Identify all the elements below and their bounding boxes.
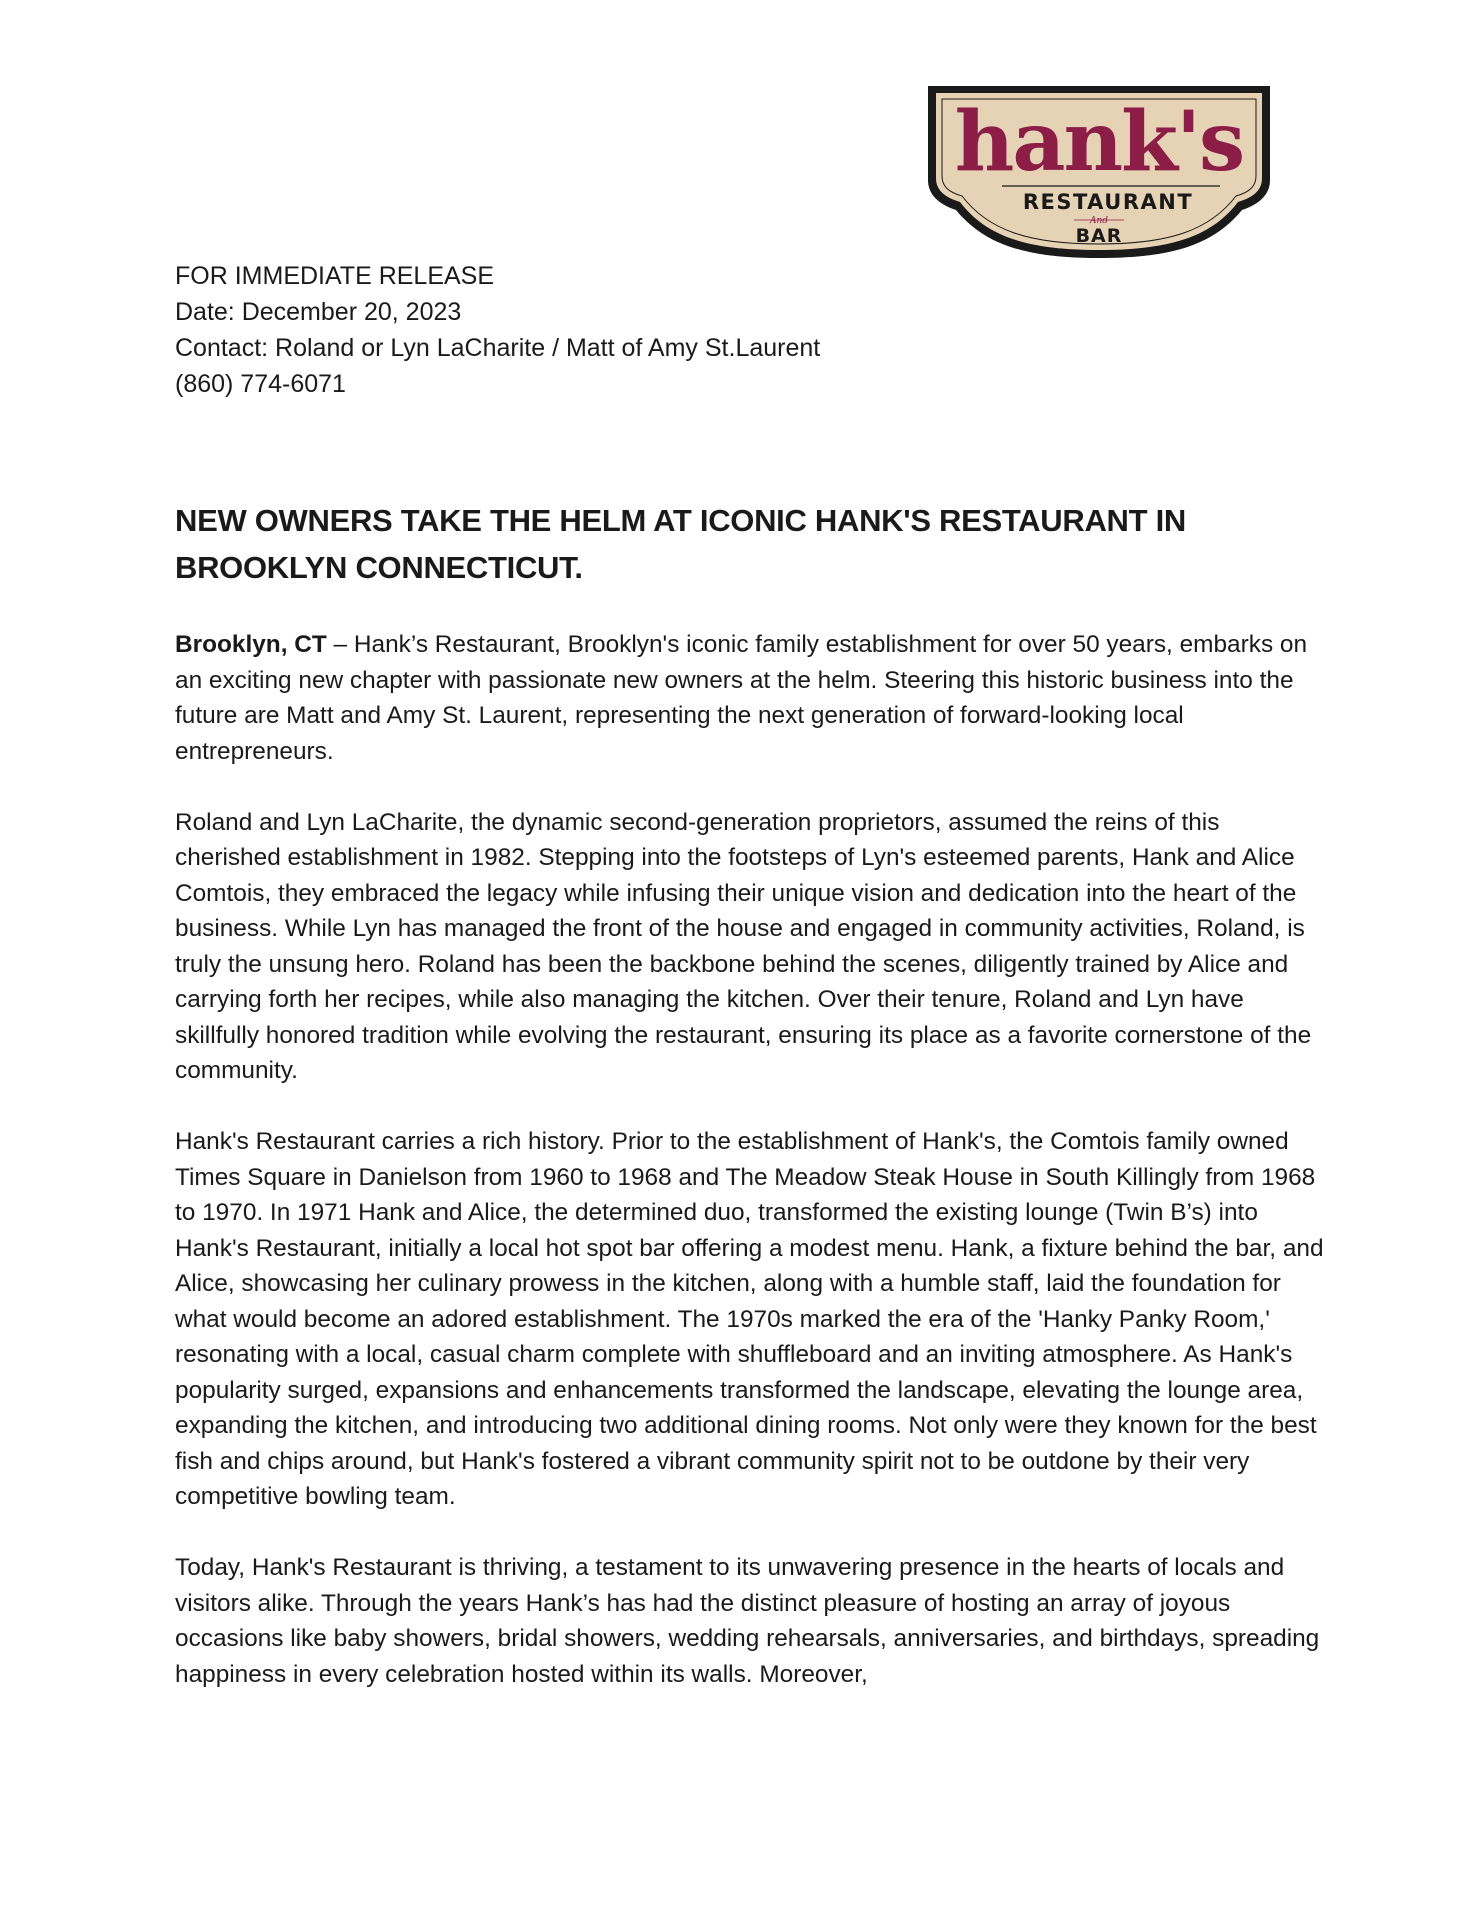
release-info	[175, 258, 820, 402]
article-body	[175, 627, 1325, 1728]
release-label: FOR IMMEDIATE RELEASE	[175, 262, 495, 290]
release-phone: (860) 774-6071	[175, 370, 346, 398]
logo-wordmark: hank's	[954, 94, 1244, 190]
logo-bar-text: BAR	[1075, 225, 1123, 247]
hanks-logo	[924, 84, 1274, 260]
paragraph-4: Today, Hank's Restaurant is thriving, a testament to its unwavering presence in the hearts of locals and visitors alike. Through the years Hank’s has had the distinct pleasure of hosting an array of joyous occasions like baby showers, bridal showers, wedding rehearsals, anniversaries, and birthdays, spreading happiness in every celebration hosted within its walls. Moreover,	[175, 1554, 1320, 1688]
paragraph-1-text: – Hank’s Restaurant, Brooklyn's iconic family establishment for over 50 years, embarks on an exciting new chapter with passionate new owners at the helm. Steering this historic business into the future are Matt and Amy St. Laurent, representing the next generation of forward-looking local entrepreneurs.	[175, 631, 1308, 765]
paragraph-2: Roland and Lyn LaCharite, the dynamic second-generation proprietors, assumed the reins of this cherished establishment in 1982. Stepping into the footsteps of Lyn's esteemed parents, Hank and Alice Comtois, they embraced the legacy while infusing their unique vision and dedication into the heart of the business. While Lyn has managed the front of the house and engaged in community activities, Roland, is truly the unsung hero. Roland has been the backbone behind the scenes, diligently trained by Alice and carrying forth her recipes, while also managing the kitchen. Over their tenure, Roland and Lyn have skillfully honored tradition while evolving the restaurant, ensuring its place as a favorite cornerstone of the community.	[175, 808, 1312, 1084]
logo-and-text: And	[1089, 216, 1109, 226]
dateline: Brooklyn, CT	[175, 631, 327, 658]
paragraph-1	[175, 627, 1325, 769]
logo-restaurant-text: RESTAURANT	[1022, 190, 1194, 214]
paragraph-3: Hank's Restaurant carries a rich history. Prior to the establishment of Hank's, the Comtois family owned Times Square in Danielson from 1960 to 1968 and The Meadow Steak House in South Killingly from 1968 to 1970. In 1971 Hank and Alice, the determined duo, transformed the existing lounge (Twin B’s) into Hank's Restaurant, initially a local hot spot bar offering a modest menu. Hank, a fixture behind the bar, and Alice, showcasing her culinary prowess in the kitchen, along with a humble staff, laid the foundation for what would become an adored establishment. The 1970s marked the era of the 'Hanky Panky Room,' resonating with a local, casual charm complete with shuffleboard and an inviting atmosphere. As Hank's popularity surged, expansions and enhancements transformed the landscape, elevating the lounge area, expanding the kitchen, and introducing two additional dining rooms. Not only were they known for the best fish and chips around, but Hank's fostered a vibrant community spirit not to be outdone by their very competitive bowling team.	[175, 1128, 1324, 1510]
hanks-logo-graphic	[924, 84, 1274, 260]
release-contact: Contact: Roland or Lyn LaCharite / Matt of Amy St.Laurent	[175, 334, 821, 362]
release-date: Date: December 20, 2023	[175, 298, 462, 326]
headline: NEW OWNERS TAKE THE HELM AT ICONIC HANK'S RESTAURANT IN BROOKLYN CONNECTICUT.	[175, 503, 1186, 585]
